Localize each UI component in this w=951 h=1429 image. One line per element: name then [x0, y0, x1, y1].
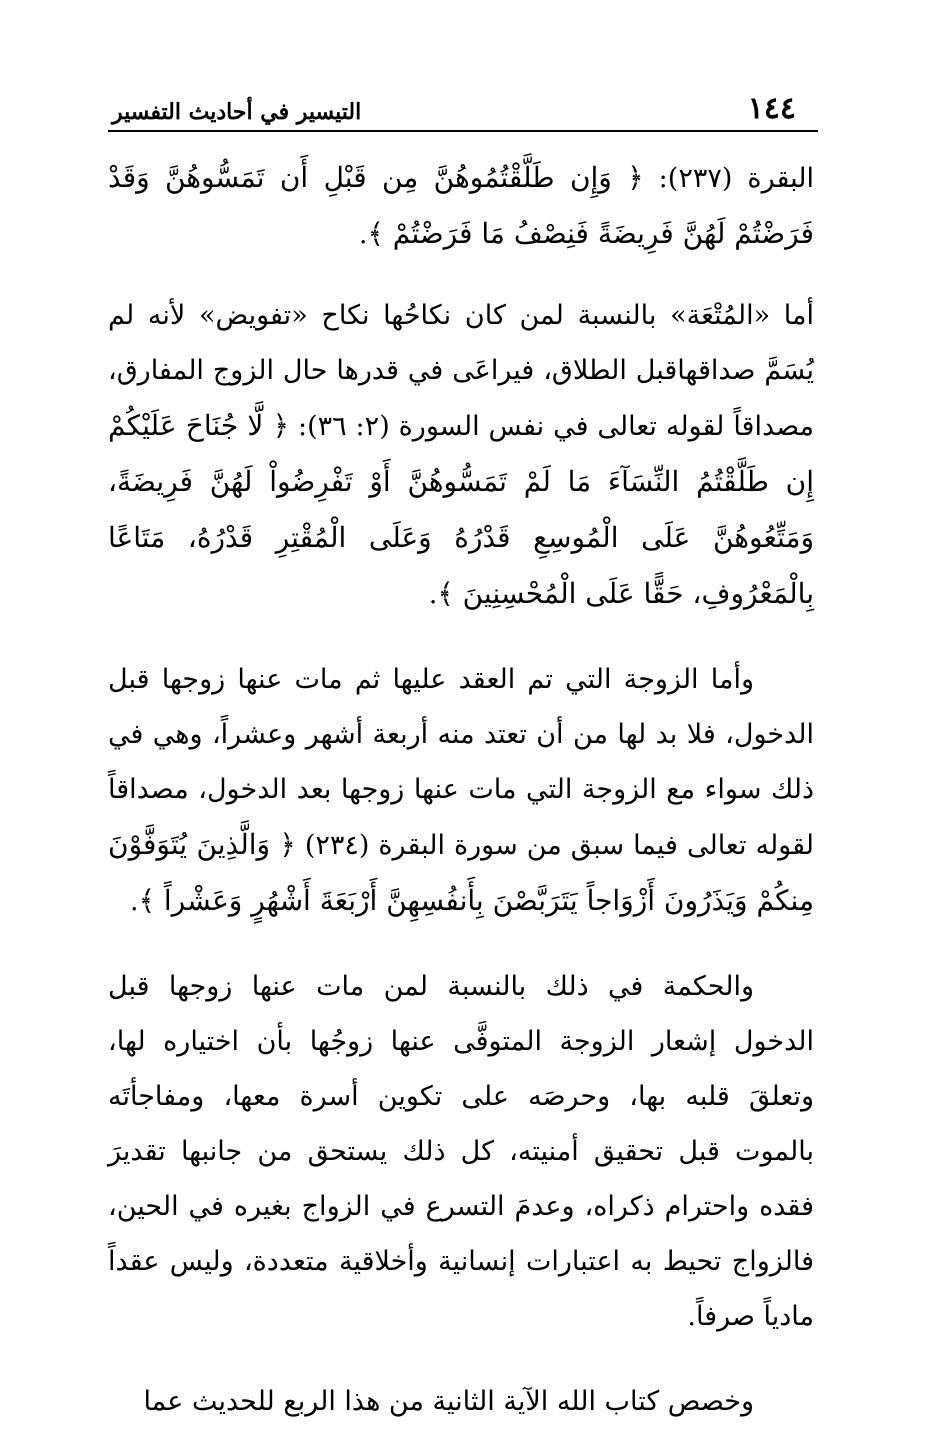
paragraph-text: وخصص كتاب الله الآية الثانية من هذا الربع للحديث عما [143, 1386, 754, 1417]
page-body [108, 150, 814, 1429]
paragraph-2 [108, 288, 814, 622]
paragraph-text: وأما الزوجة التي تم العقد عليها ثم مات عنها زوجها قبل الدخول، فلا بد لها من أن تعتد منه أربعة أشهر وعشراً، وهي في ذلك سواء مع الزوجة التي مات عنها زوجها بعد الدخول، مصداقاً لقوله تعالى فيما سبق من سورة البقرة (٢٣٤) [108, 664, 814, 861]
paragraph-text: البقرة (٢٣٧): [643, 163, 814, 194]
paragraph-4 [108, 959, 814, 1344]
paragraph-5 [108, 1374, 814, 1429]
quran-verse: ﴿ وَإِن طَلَّقْتُمُوهُنَّ مِن قَبْلِ أَن تَمَسُّوهُنَّ وَقَدْ فَرَضْتُمْ لَهُنَّ فَرِيضَةً فَنِصْفُ مَا فَرَضْتُمْ ﴾ [108, 161, 814, 250]
page-number: ١٤٤ [747, 91, 796, 126]
page-header [108, 80, 818, 132]
paragraph-1 [108, 150, 814, 262]
quran-verse: ﴿ لَّا جُنَاحَ عَلَيْكُمْ إِن طَلَّقْتُمُ النِّسَآءَ مَا لَمْ تَمَسُّوهُنَّ أَوْ تَفْرِضُواْ لَهُنَّ فَرِيضَةً، وَمَتِّعُوهُنَّ عَلَى الْمُوسِعِ قَدْرُهُ وَعَلَى الْمُقْتِرِ قَدْرُهُ، مَتَاعًا بِالْمَعْرُوفِ، حَقًّا عَلَى الْمُحْسِنِينَ ﴾ [108, 409, 814, 610]
paragraph-end: . [358, 219, 368, 250]
running-title: التيسير في أحاديث التفسير [112, 99, 362, 125]
paragraph-end: . [129, 886, 139, 917]
paragraph-text: والحكمة في ذلك بالنسبة لمن مات عنها زوجها قبل الدخول إشعار الزوجة المتوفَّى عنها زوجُها بأن اختياره لها، وتعلقَ قلبه بها، وحرصَه على تكوين أسرة معها، ومفاجأتَه بالموت قبل تحقيق أمنيته، كل ذلك يستحق من جانبها تقديرَ فقده واحترام ذكراه، وعدمَ التسرع في الزواج بغيره في الحين، فالزواج تحيط به اعتبارات إنسانية وأخلاقية متعددة، وليس عقداً مادياً صرفاً. [108, 971, 814, 1332]
paragraph-3 [108, 652, 814, 929]
quran-verse: ﴿ وَالَّذِينَ يُتَوَفَّوْنَ مِنكُمْ وَيَذَرُونَ أَزْوَاجاً يَتَرَبَّصْنَ بِأَنفُسِهِنَّ أَرْبَعَةَ أَشْهُرٍ وَعَشْراً ﴾ [108, 828, 814, 917]
paragraph-text: أما «المُتْعَة» بالنسبة لمن كان نكاحُها نكاح «تفويض» لأنه لم يُسَمَّ صداقهاقبل الطلاق، فيراعَى في قدرها حال الزوج المفارق، مصداقاً لقوله تعالى في نفس السورة (٢: ٣٦): [108, 300, 815, 442]
paragraph-end: . [428, 579, 438, 610]
